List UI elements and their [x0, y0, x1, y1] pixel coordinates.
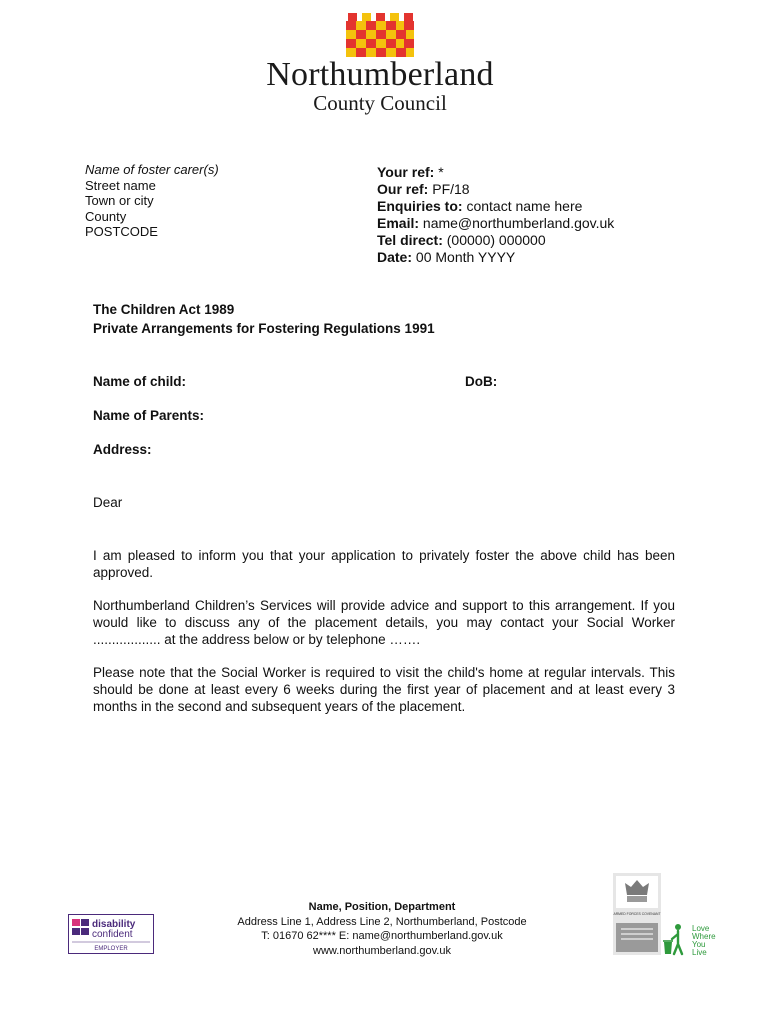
tel-label: Tel direct:: [377, 232, 443, 248]
your-ref-line: [377, 164, 614, 181]
date-value: 00 Month YYYY: [412, 249, 516, 265]
reference-block: [377, 164, 614, 266]
badge-word-employer: EMPLOYER: [94, 946, 128, 952]
address-label: Address:: [93, 442, 152, 457]
footer-contact: [200, 900, 564, 958]
recipient-name: Name of foster carer(s): [85, 162, 219, 177]
lwyl-love: Love: [692, 924, 710, 933]
lwyl-you: You: [692, 940, 706, 949]
our-ref-label: Our ref:: [377, 181, 429, 197]
disability-confident-badge-icon: [68, 914, 154, 954]
email-label: Email:: [377, 215, 420, 231]
recipient-postcode: POSTCODE: [85, 224, 158, 240]
covenant-text: ARMED FORCES COVENANT: [613, 912, 661, 916]
recipient-county: County: [85, 208, 127, 224]
recipient-address: [85, 162, 219, 240]
love-where-you-live-badge-icon: [662, 922, 724, 958]
council-crest-icon: [346, 13, 414, 57]
regulations-title: Private Arrangements for Fostering Regulations 1991: [93, 321, 435, 336]
our-ref-line: [377, 181, 614, 198]
dob-label: DoB:: [465, 374, 498, 389]
email-value: name@northumberland.gov.uk: [419, 215, 615, 231]
footer-address-line: Address Line 1, Address Line 2, Northumberland, Postcode: [237, 915, 527, 928]
tel-value: (00000) 000000: [442, 232, 546, 248]
salutation: Dear: [93, 495, 123, 510]
body-paragraph-visits: Please note that the Social Worker is required to visit the child's home at regular intervals. This should be done at least every 6 weeks during the first year of placement and at least every 3 months in the second and subsequent years of the placement.: [93, 665, 675, 714]
our-ref-value: PF/18: [428, 181, 470, 197]
tel-line: [377, 232, 614, 249]
council-name: Northumberland: [266, 56, 494, 93]
lwyl-live: Live: [692, 948, 707, 957]
footer-name-line: Name, Position, Department: [308, 901, 456, 913]
enquiries-value: contact name here: [462, 198, 583, 214]
recipient-street: Street name: [85, 177, 156, 193]
lwyl-where: Where: [692, 932, 716, 941]
council-subtitle: County Council: [313, 91, 447, 115]
parents-name-label: Name of Parents:: [93, 408, 205, 423]
body-paragraph-approval: I am pleased to inform you that your application to privately foster the above child has been approved.: [93, 548, 675, 580]
your-ref-value: *: [434, 164, 444, 180]
armed-forces-covenant-badge-icon: [613, 873, 661, 955]
enquiries-line: [377, 198, 614, 215]
date-line: [377, 249, 614, 266]
email-line: [377, 215, 614, 232]
badge-word-confident: confident: [92, 929, 133, 940]
recipient-town: Town or city: [85, 193, 154, 209]
child-name-label: Name of child:: [93, 374, 187, 389]
act-title: The Children Act 1989: [93, 302, 235, 317]
footer-web-line: www.northumberland.gov.uk: [313, 944, 451, 957]
enquiries-label: Enquiries to:: [377, 198, 463, 214]
footer-contact-line: T: 01670 62**** E: name@northumberland.gov.uk: [261, 930, 503, 942]
date-label: Date:: [377, 249, 413, 265]
body-paragraph-support: Northumberland Children’s Services will provide advice and support to this arrangement. If you would like to discuss any of the placement details, you may contact your Social Worker .................. at the address below or by telephone …….: [93, 598, 675, 647]
your-ref-label: Your ref:: [377, 164, 435, 180]
badge-word-disability: disability: [92, 919, 136, 930]
